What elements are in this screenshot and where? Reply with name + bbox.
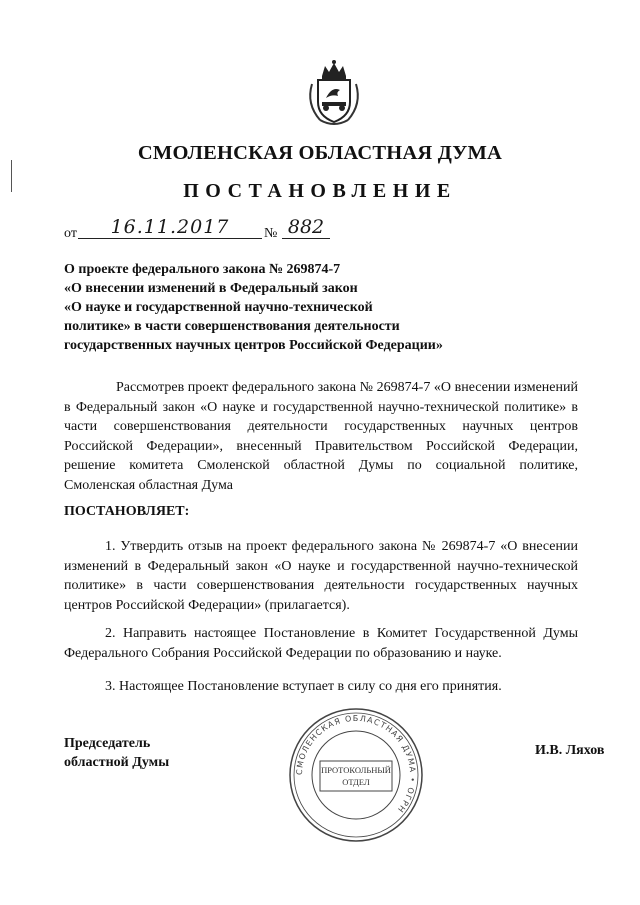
- date-prefix: от: [64, 226, 77, 241]
- document-type-heading: ПОСТАНОВЛЕНИЕ: [183, 180, 457, 202]
- intro-paragraph: Рассмотрев проект федерального закона № 269874-7 «О внесении изменений в Федеральный закон «О науке и государственной научно-технической политике» в части совершенствования деятельности государственных научных центров Российской Федерации», внесенный Правительством Российской Федерации, решение комитета Смоленской областной Думы по социальной политике, Смоленская областная Дума: [64, 380, 578, 493]
- official-seal-stamp: [286, 705, 426, 845]
- resolves-heading: ПОСТАНОВЛЯЕТ:: [64, 504, 190, 519]
- signatory-position: [64, 734, 169, 772]
- stamp-center-line-1: ПРОТОКОЛЬНЫЙ: [321, 765, 391, 775]
- resolution-item-1: 1. Утвердить отзыв на проект федерального закона № 269874-7 «О внесении изменений в Федеральный закон «О науке и государственной научно-технической политике» в части совершенствования деятельности государственных научных центров Российской Федерации» (прилагается).: [64, 539, 578, 613]
- stamp-ring-text: СМОЛЕНСКАЯ ОБЛАСТНАЯ ДУМА • ОГРН: [294, 713, 418, 815]
- document-subject: [64, 260, 504, 355]
- subject-line: политике» в части совершенствования деятельности: [64, 319, 400, 334]
- date-number-line: [64, 216, 324, 244]
- stamp-center-line-2: ОТДЕЛ: [342, 777, 370, 787]
- subject-line: «О науке и государственной научно-технической: [64, 300, 373, 315]
- position-line: областной Думы: [64, 755, 170, 770]
- signatory-name: И.В. Ляхов: [535, 743, 605, 758]
- subject-line: О проекте федерального закона № 269874-7: [64, 262, 341, 277]
- resolution-item-2: 2. Направить настоящее Постановление в Комитет Государственной Думы Федерального Собрания Российской Федерации по образованию и науке.: [64, 626, 578, 661]
- subject-line: «О внесении изменений в Федеральный закон: [64, 281, 358, 296]
- coat-of-arms-emblem: [298, 58, 370, 130]
- number-prefix: №: [264, 226, 278, 241]
- subject-line: государственных научных центров Российской Федерации»: [64, 338, 443, 353]
- position-line: Председатель: [64, 736, 151, 751]
- handwritten-date: 16.11.2017: [78, 216, 262, 239]
- resolution-item-3: 3. Настоящее Постановление вступает в силу со дня его принятия.: [105, 679, 502, 694]
- organization-title: СМОЛЕНСКАЯ ОБЛАСТНАЯ ДУМА: [137, 142, 503, 164]
- handwritten-number: 882: [282, 216, 330, 239]
